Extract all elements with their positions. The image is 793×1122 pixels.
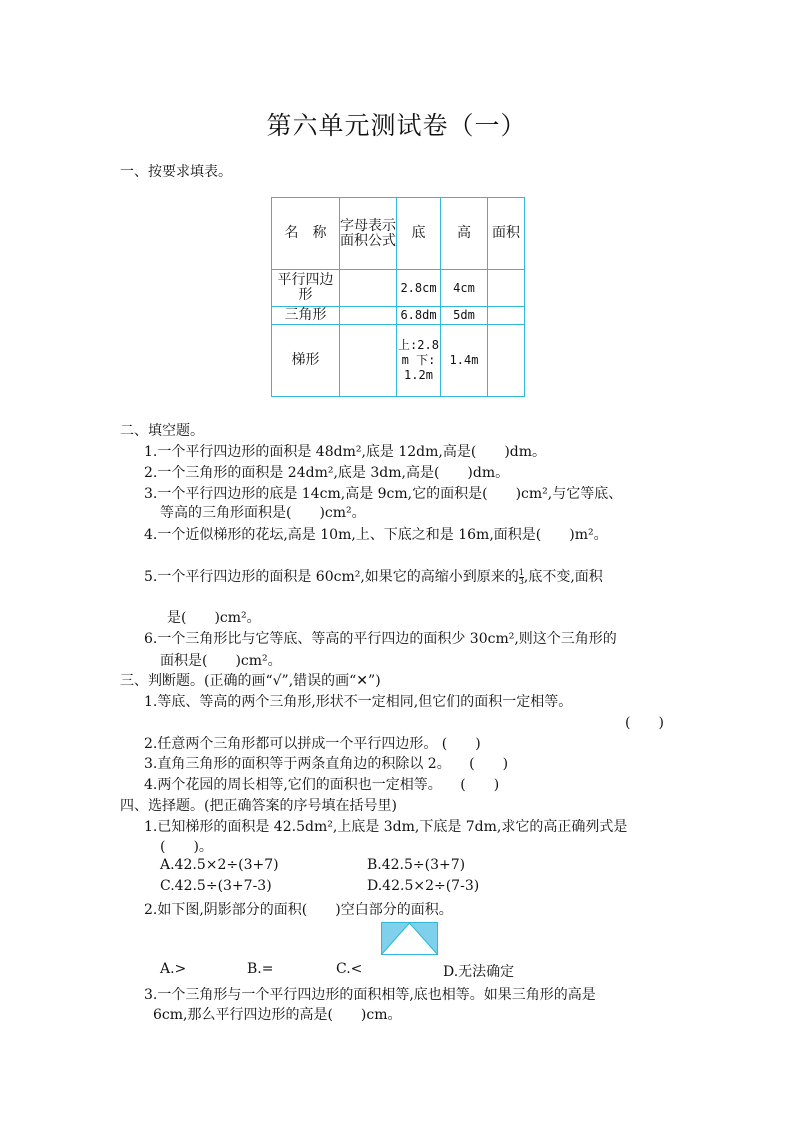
shaded-figure: [381, 922, 438, 955]
question-2-3: 3.一个平行四边形的底是 14cm,高是 9cm,它的面积是( )cm²,与它等底、: [144, 486, 623, 502]
section-4-heading: 四、选择题。(把正确答案的序号填在括号里): [120, 798, 397, 814]
question-2-1: 1.一个平行四边形的面积是 48dm²,底是 12dm,高是( )dm。: [144, 444, 547, 460]
fraction-numerator: 1: [518, 567, 524, 577]
question-3-4: 4.两个花园的周长相等,它们的面积也一定相等。 ( ): [144, 777, 500, 793]
header-base: 底: [397, 198, 441, 270]
question-4-1-cont: ( )。: [160, 839, 213, 855]
option-d: D.无法确定: [443, 964, 515, 980]
option-c: C.42.5÷(3+7-3): [160, 878, 272, 894]
option-a: A.>: [160, 961, 187, 977]
question-2-5: [144, 566, 603, 586]
header-name: 名 称: [272, 198, 340, 270]
question-2-5-text-end: ,底不变,面积: [523, 569, 603, 585]
question-4-2: 2.如下图,阴影部分的面积( )空白部分的面积。: [144, 902, 453, 918]
question-3-3: 3.直角三角形的面积等于两条直角边的积除以 2。 ( ): [144, 756, 509, 772]
row-area: [488, 325, 525, 397]
header-height: 高: [441, 198, 488, 270]
option-d: D.42.5×2÷(7-3): [367, 878, 480, 894]
option-b: B.=: [247, 961, 274, 977]
question-2-5-text: 5.一个平行四边形的面积是 60cm²,如果它的高缩小到原来的: [144, 569, 519, 585]
option-a: A.42.5×2÷(3+7): [160, 857, 279, 873]
section-2-heading: 二、填空题。: [120, 423, 204, 439]
question-2-6-cont: 面积是( )cm²。: [160, 653, 282, 669]
question-4-3-cont: 6cm,那么平行四边形的高是( )cm。: [153, 1007, 402, 1023]
question-3-1: 1.等底、等高的两个三角形,形状不一定相同,但它们的面积一定相等。: [144, 694, 573, 710]
row-formula: [340, 325, 397, 397]
fraction-denominator: 3: [518, 576, 524, 586]
option-b: B.42.5÷(3+7): [367, 857, 466, 873]
question-3-2: 2.任意两个三角形都可以拼成一个平行四边形。 ( ): [144, 736, 481, 752]
question-2-3-cont: 等高的三角形面积是( )cm²。: [160, 505, 366, 521]
question-2-4: 4.一个近似梯形的花坛,高是 10m,上、下底之和是 16m,面积是( )m²。: [144, 527, 608, 543]
page-title: 第六单元测试卷（一）: [266, 111, 527, 140]
row-name: 平行四边形: [272, 270, 340, 307]
option-c: C.<: [336, 961, 363, 977]
row-formula: [340, 307, 397, 325]
row-base: 2.8cm: [397, 270, 441, 307]
row-formula: [340, 270, 397, 307]
row-base: 6.8dm: [397, 307, 441, 325]
row-base: 上:2.8m 下:1.2m: [397, 325, 441, 397]
row-area: [488, 270, 525, 307]
row-name: 梯形: [272, 325, 340, 397]
row-area: [488, 307, 525, 325]
question-4-1: 1.已知梯形的面积是 42.5dm²,上底是 3dm,下底是 7dm,求它的高正确列式是: [144, 819, 628, 835]
answer-paren: ( ): [625, 715, 664, 731]
header-formula: 字母表示面积公式: [340, 198, 397, 270]
row-height: 5dm: [441, 307, 488, 325]
question-2-6: 6.一个三角形比与它等底、等高的平行四边的面积少 30cm²,则这个三角形的: [144, 631, 617, 647]
header-area: 面积: [488, 198, 525, 270]
row-name: 三角形: [272, 307, 340, 325]
row-height: 4cm: [441, 270, 488, 307]
fill-table: [271, 197, 525, 397]
row-height: 1.4m: [441, 325, 488, 397]
question-2-2: 2.一个三角形的面积是 24dm²,底是 3dm,高是( )dm。: [144, 465, 510, 481]
question-4-3: 3.一个三角形与一个平行四边形的面积相等,底也相等。如果三角形的高是: [144, 987, 596, 1003]
section-3-heading: 三、判断题。(正确的画“√”,错误的画“✕”): [120, 673, 381, 689]
section-1-heading: 一、按要求填表。: [120, 164, 232, 180]
question-2-5-cont: 是( )cm²。: [167, 610, 261, 626]
